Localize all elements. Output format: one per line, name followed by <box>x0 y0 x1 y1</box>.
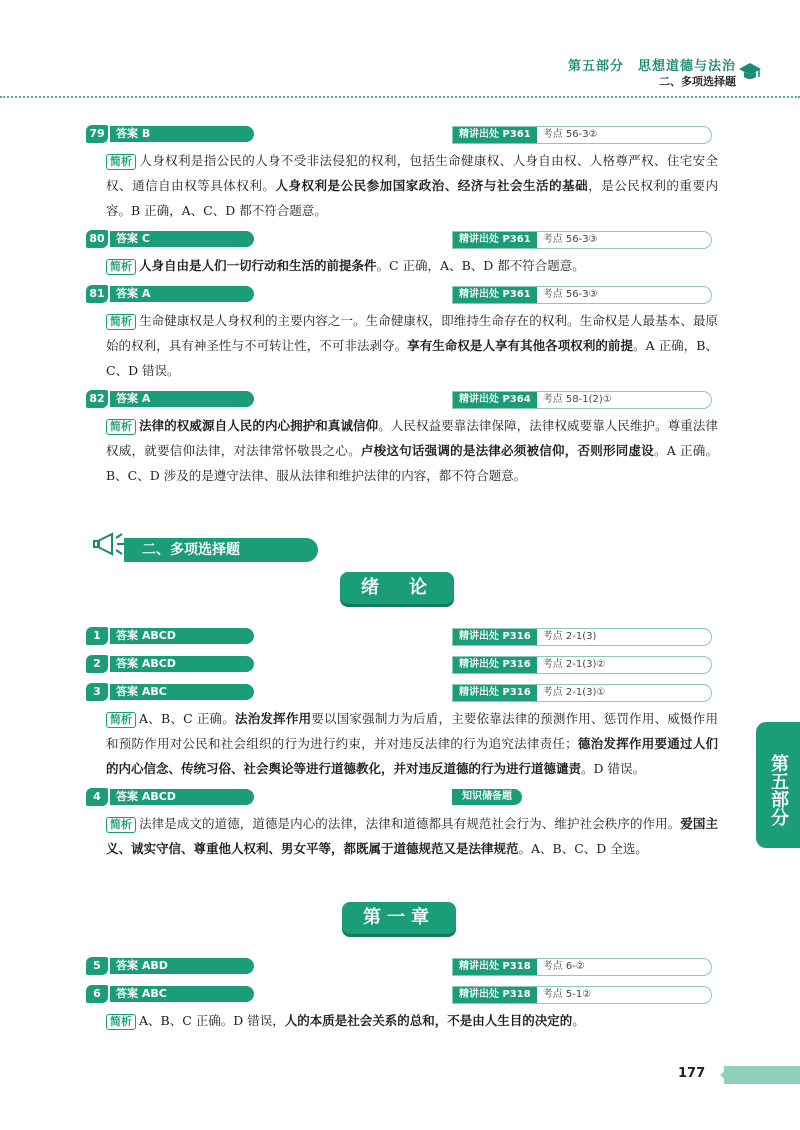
analysis-text: A、B、C 正确。D 错误， <box>139 1013 285 1028</box>
answer-content <box>88 118 718 488</box>
analysis-tag: 简析 <box>106 419 136 435</box>
header-part-title: 第五部分 思想道德与法治 <box>567 59 736 74</box>
source-label: 精讲出处 P318 <box>453 987 537 1003</box>
analysis-text: 。A 正确，B、C、D 错误。 <box>106 338 718 378</box>
analysis-emphasis: 享有生命权是人享有其他各项权利的前提 <box>407 338 634 353</box>
answer-row <box>88 626 718 648</box>
answer-row <box>88 787 718 809</box>
chapter-title-intro: 绪 论 <box>340 572 454 604</box>
source-label: 精讲出处 P361 <box>453 232 537 248</box>
source-ref <box>452 958 712 976</box>
question-number: 3 <box>86 683 108 701</box>
source-point: 考点 6-② <box>542 961 585 972</box>
analysis-tag: 简析 <box>106 817 136 833</box>
analysis-text: 。人民权益要靠法律保障，法律权威要靠人民维护。尊重法律权威，就要信仰法律，对法律常怀敬畏之心。 <box>106 418 718 458</box>
answer-row <box>88 389 718 411</box>
analysis-tag: 简析 <box>106 712 136 728</box>
answer-label: 答案 ABC <box>110 986 254 1002</box>
question-number: 5 <box>86 957 108 975</box>
chapter-title-one: 第一章 <box>342 902 456 934</box>
analysis-emphasis: 爱国主义、诚实守信、尊重他人权利、男女平等，都既属于道德规范又是法律规范 <box>106 816 718 856</box>
analysis-tag: 简析 <box>106 1014 136 1030</box>
source-label: 精讲出处 P316 <box>453 685 537 701</box>
analysis-text: 法律是成文的道德，道德是内心的法律，法律和道德都具有规范社会行为、维护社会秩序的作用。 <box>139 816 681 831</box>
source-ref <box>452 986 712 1004</box>
question-number: 81 <box>86 285 108 303</box>
source-ref <box>452 628 712 646</box>
source-ref <box>452 684 712 702</box>
source-label: 精讲出处 P316 <box>453 629 537 645</box>
question-number: 2 <box>86 655 108 673</box>
page-header <box>0 0 800 100</box>
graduation-cap-icon <box>738 60 762 84</box>
source-ref <box>452 656 712 674</box>
header-divider <box>0 96 800 98</box>
megaphone-icon <box>92 526 128 562</box>
question-number: 6 <box>86 985 108 1003</box>
question-number: 82 <box>86 390 108 408</box>
answer-label: 答案 C <box>110 231 254 247</box>
answer-label: 答案 ABC <box>110 684 254 700</box>
knowledge-badge: 知识储备题 <box>452 789 522 805</box>
page-tab <box>724 1066 800 1084</box>
analysis-emphasis: 法律的权威源自人民的内心拥护和真诚信仰 <box>139 418 379 433</box>
answer-label: 答案 ABD <box>110 958 254 974</box>
analysis-tag: 简析 <box>106 154 136 170</box>
analysis-emphasis: 人的本质是社会关系的总和，不是由人生目的决定的 <box>284 1013 573 1028</box>
analysis-text: 。C 正确，A、B、D 都不符合题意。 <box>376 258 585 273</box>
answer-row <box>88 229 718 251</box>
source-ref <box>452 126 712 144</box>
source-label: 精讲出处 P361 <box>453 127 537 143</box>
analysis-text: 要以国家强制力为后盾，主要依靠法律的预测作用、惩罚作用、威慑作用和预防作用对公民和社会组织的行为进行约束，并对违反法律的行为追究法律责任； <box>106 711 718 751</box>
analysis-text: 人身权利是指公民的人身不受非法侵犯的权利，包括生命健康权、人身自由权、人格尊严权、住宅安全权、通信自由权等具体权利。 <box>106 153 718 193</box>
source-ref <box>452 286 712 304</box>
analysis-text: ，是公民权利的重要内容。B 正确，A、C、D 都不符合题意。 <box>106 178 718 218</box>
source-label: 精讲出处 P316 <box>453 657 537 673</box>
source-point: 考点 5-1② <box>542 989 592 1000</box>
answer-row <box>88 124 718 146</box>
source-point: 考点 2-1(3)② <box>542 659 606 670</box>
answer-label: 答案 A <box>110 391 254 407</box>
source-point: 考点 56-3③ <box>542 234 598 245</box>
source-point: 考点 56-3③ <box>542 289 598 300</box>
header-section-title: 二、多项选择题 <box>659 75 736 88</box>
section-title: 二、多项选择题 <box>124 538 318 562</box>
analysis-4 <box>106 811 718 861</box>
answer-content-3 <box>88 950 718 1033</box>
answer-label: 答案 A <box>110 286 254 302</box>
answer-row <box>88 654 718 676</box>
analysis-text: 。A、B、C、D 全选。 <box>518 841 648 856</box>
answer-row <box>88 682 718 704</box>
analysis-emphasis: 人身自由是人们一切行动和生活的前提条件 <box>139 258 377 273</box>
answer-row <box>88 984 718 1006</box>
analysis-emphasis: 人身权利是公民参加国家政治、经济与社会生活的基础 <box>275 178 589 193</box>
analysis-80 <box>106 253 718 278</box>
answer-label: 答案 ABCD <box>110 789 254 805</box>
source-point: 考点 56-3② <box>542 129 598 140</box>
analysis-tag: 简析 <box>106 259 136 275</box>
question-number: 1 <box>86 627 108 645</box>
analysis-emphasis: 德治发挥作用要通过人们的内心信念、传统习俗、社会舆论等进行道德教化，并对违反道德的行为进行道德谴责 <box>106 736 718 776</box>
source-label: 精讲出处 P361 <box>453 287 537 303</box>
source-point: 考点 2-1(3) <box>542 631 597 642</box>
answer-label: 答案 B <box>110 126 254 142</box>
analysis-text: 生命健康权是人身权利的主要内容之一。生命健康权，即维持生命存在的权利。生命权是人最基本、最原始的权利，具有神圣性与不可转让性，不可非法剥夺。 <box>106 313 718 353</box>
source-point: 考点 58-1(2)① <box>542 394 612 405</box>
analysis-emphasis: 法治发挥作用 <box>234 711 312 726</box>
source-label: 精讲出处 P364 <box>453 392 537 408</box>
analysis-79 <box>106 148 718 223</box>
source-ref <box>452 391 712 409</box>
analysis-text: 。 <box>572 1013 585 1028</box>
analysis-3 <box>106 706 718 781</box>
source-ref <box>452 231 712 249</box>
analysis-82 <box>106 413 718 488</box>
analysis-tag: 简析 <box>106 314 136 330</box>
answer-row <box>88 956 718 978</box>
answer-label: 答案 ABCD <box>110 628 254 644</box>
analysis-emphasis: 卢梭这句话强调的是法律必须被信仰，否则形同虚设 <box>360 443 654 458</box>
part-side-tab: 第五部分 <box>756 722 800 848</box>
source-point: 考点 2-1(3)① <box>542 687 606 698</box>
analysis-6 <box>106 1008 718 1033</box>
analysis-text: A、B、C 正确。 <box>139 711 235 726</box>
question-number: 4 <box>86 788 108 806</box>
answer-row <box>88 284 718 306</box>
page-number: 177 <box>678 1066 706 1081</box>
question-number: 79 <box>86 125 108 143</box>
answer-label: 答案 ABCD <box>110 656 254 672</box>
analysis-text: 。D 错误。 <box>581 761 646 776</box>
answer-content-2 <box>88 620 718 861</box>
question-number: 80 <box>86 230 108 248</box>
analysis-81 <box>106 308 718 383</box>
source-label: 精讲出处 P318 <box>453 959 537 975</box>
analysis-text: 。A 正确。B、C、D 涉及的是遵守法律、服从法律和维护法律的内容，都不符合题意。 <box>106 443 718 483</box>
section-heading <box>92 518 432 566</box>
